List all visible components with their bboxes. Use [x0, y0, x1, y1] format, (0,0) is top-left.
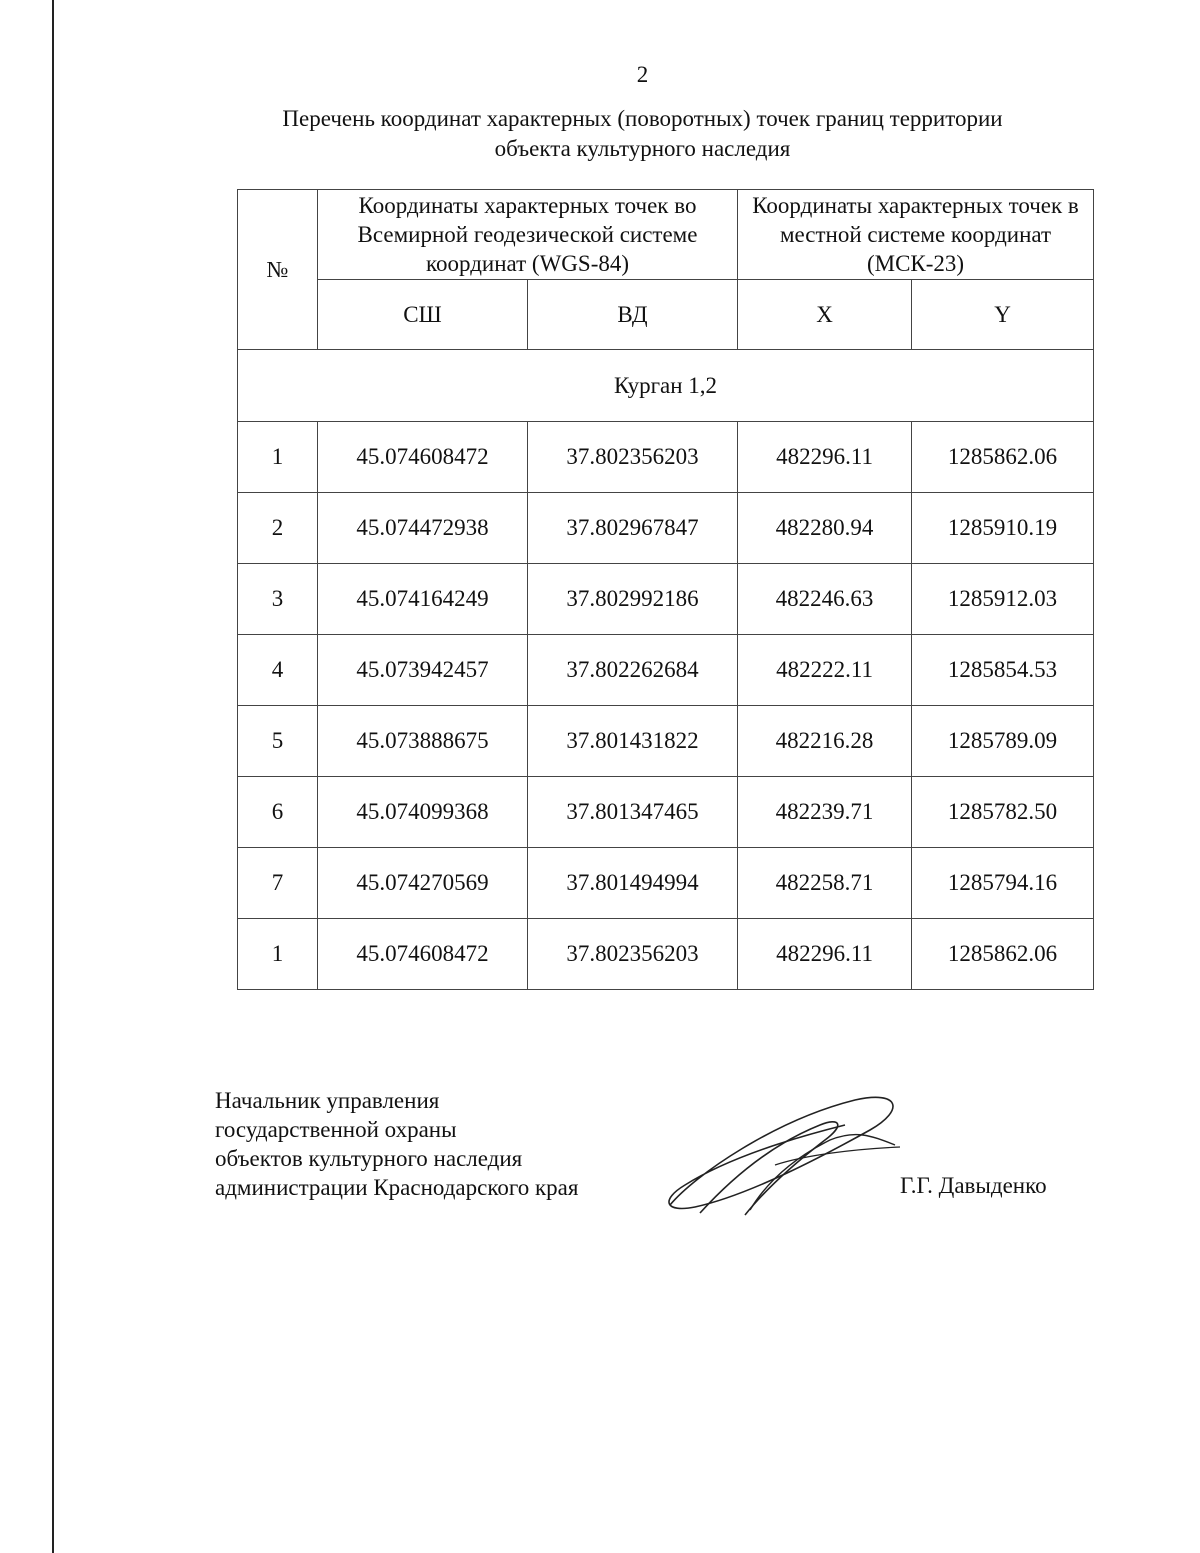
cell-y: 1285782.50 — [912, 777, 1094, 848]
table-header-row — [238, 190, 1094, 280]
signatory-position-line-3: объектов культурного наследия — [215, 1146, 523, 1171]
cell-x: 482258.71 — [738, 848, 912, 919]
cell-y: 1285862.06 — [912, 919, 1094, 990]
document-title-line-1: Перечень координат характерных (поворотных) точек границ территории — [282, 106, 1003, 131]
table-row — [238, 564, 1094, 635]
cell-longitude: 37.801347465 — [528, 777, 738, 848]
cell-y: 1285854.53 — [912, 635, 1094, 706]
cell-y: 1285912.03 — [912, 564, 1094, 635]
header-latitude: СШ — [318, 280, 528, 350]
cell-x: 482296.11 — [738, 919, 912, 990]
cell-longitude: 37.801494994 — [528, 848, 738, 919]
cell-y: 1285910.19 — [912, 493, 1094, 564]
table-row — [238, 422, 1094, 493]
cell-number: 2 — [238, 493, 318, 564]
cell-latitude: 45.074608472 — [318, 919, 528, 990]
handwritten-signature — [655, 1085, 915, 1235]
cell-latitude: 45.074270569 — [318, 848, 528, 919]
table-row — [238, 635, 1094, 706]
cell-number: 7 — [238, 848, 318, 919]
signatory-position — [215, 1086, 578, 1202]
page-edge-line — [52, 0, 54, 1553]
section-row — [238, 350, 1094, 422]
signatory-position-line-4: администрации Краснодарского края — [215, 1175, 579, 1200]
cell-number: 1 — [238, 422, 318, 493]
header-number: № — [238, 190, 318, 350]
cell-number: 3 — [238, 564, 318, 635]
cell-longitude: 37.802262684 — [528, 635, 738, 706]
signatory-position-line-2: государственной охраны — [215, 1117, 457, 1142]
cell-number: 6 — [238, 777, 318, 848]
coordinates-table — [237, 189, 1094, 990]
cell-longitude: 37.802356203 — [528, 919, 738, 990]
table-row — [238, 706, 1094, 777]
cell-y: 1285794.16 — [912, 848, 1094, 919]
table-row — [238, 919, 1094, 990]
table-subheader-row — [238, 280, 1094, 350]
header-msk-group: Координаты характерных точек в местной системе координат (МСК-23) — [738, 190, 1094, 280]
signatory-position-line-1: Начальник управления — [215, 1088, 440, 1113]
cell-x: 482222.11 — [738, 635, 912, 706]
cell-latitude: 45.074472938 — [318, 493, 528, 564]
table-row — [238, 493, 1094, 564]
cell-x: 482216.28 — [738, 706, 912, 777]
cell-latitude: 45.073942457 — [318, 635, 528, 706]
cell-x: 482296.11 — [738, 422, 912, 493]
cell-longitude: 37.802967847 — [528, 493, 738, 564]
cell-number: 5 — [238, 706, 318, 777]
table-row — [238, 777, 1094, 848]
header-x: X — [738, 280, 912, 350]
signatory-name: Г.Г. Давыденко — [900, 1173, 1047, 1198]
cell-latitude: 45.074608472 — [318, 422, 528, 493]
cell-longitude: 37.802356203 — [528, 422, 738, 493]
header-longitude: ВД — [528, 280, 738, 350]
cell-x: 482239.71 — [738, 777, 912, 848]
cell-number: 4 — [238, 635, 318, 706]
document-title — [0, 104, 1200, 164]
cell-number: 1 — [238, 919, 318, 990]
cell-latitude: 45.073888675 — [318, 706, 528, 777]
section-label: Курган 1,2 — [238, 350, 1094, 422]
cell-y: 1285862.06 — [912, 422, 1094, 493]
page-number: 2 — [636, 62, 649, 87]
cell-y: 1285789.09 — [912, 706, 1094, 777]
cell-x: 482246.63 — [738, 564, 912, 635]
cell-longitude: 37.801431822 — [528, 706, 738, 777]
cell-x: 482280.94 — [738, 493, 912, 564]
document-title-line-2: объекта культурного наследия — [494, 136, 791, 161]
header-y: Y — [912, 280, 1094, 350]
header-wgs-group: Координаты характерных точек во Всемирной геодезической системе координат (WGS-84) — [318, 190, 738, 280]
cell-latitude: 45.074099368 — [318, 777, 528, 848]
cell-latitude: 45.074164249 — [318, 564, 528, 635]
table-row — [238, 848, 1094, 919]
cell-longitude: 37.802992186 — [528, 564, 738, 635]
